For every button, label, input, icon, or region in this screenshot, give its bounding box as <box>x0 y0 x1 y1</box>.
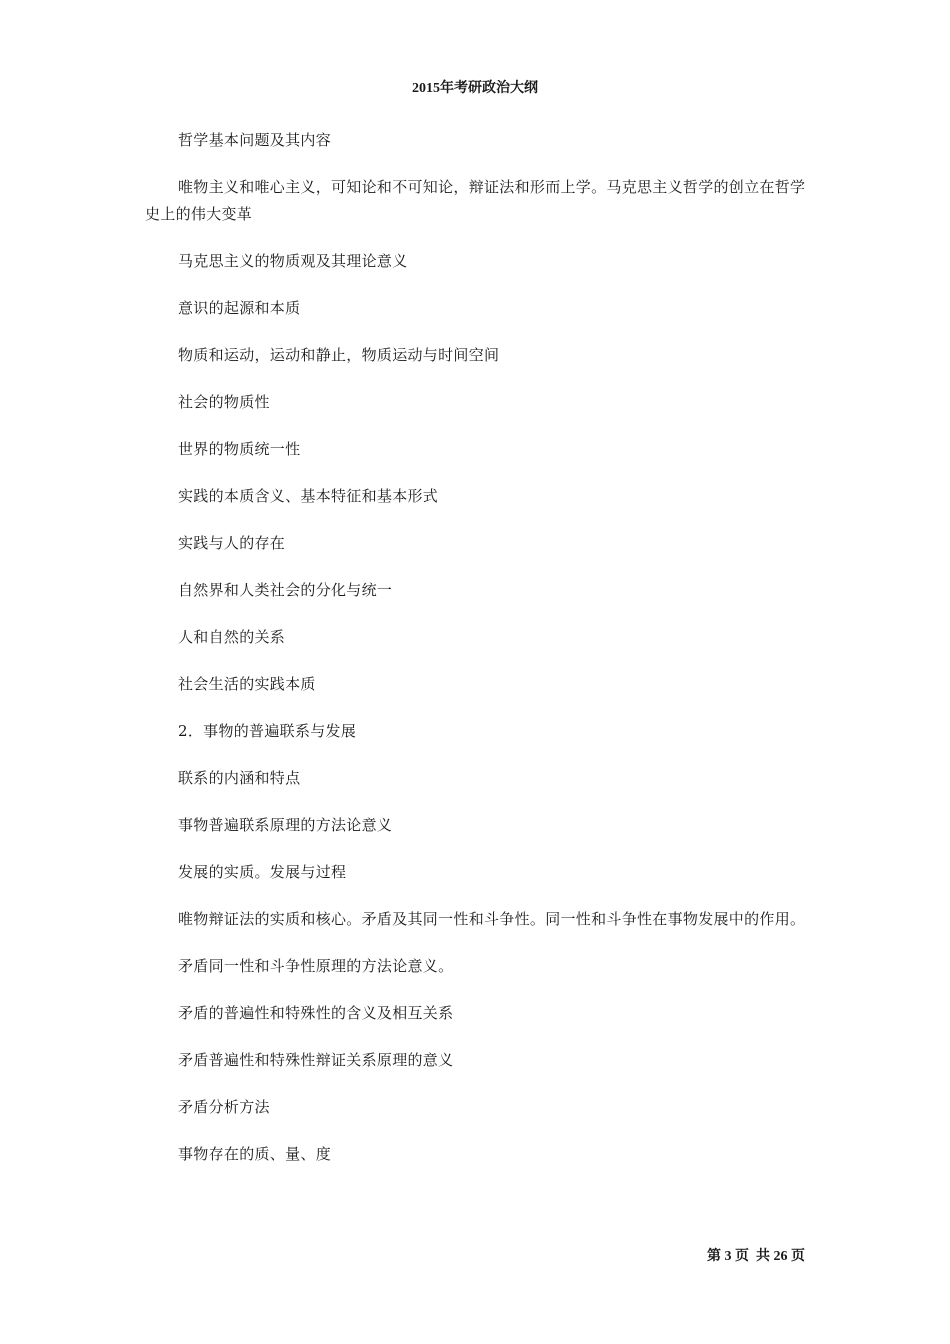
paragraph: 自然界和人类社会的分化与统一 <box>178 581 393 599</box>
total-page-count: 26 <box>773 1249 788 1264</box>
paragraph: 意识的起源和本质 <box>178 299 301 317</box>
paragraph: 事物存在的质、量、度 <box>178 1145 332 1163</box>
paragraph: 世界的物质统一性 <box>178 440 301 458</box>
paragraph: 唯物辩证法的实质和核心。矛盾及其同一性和斗争性。同一性和斗争性在事物发展中的作用。 <box>178 910 806 928</box>
current-page-number: 3 <box>724 1249 732 1264</box>
page-number-footer <box>707 1248 805 1266</box>
paragraph: 发展的实质。发展与过程 <box>178 863 347 881</box>
page-label-mid: 页 共 <box>735 1249 770 1264</box>
paragraph: 唯物主义和唯心主义，可知论和不可知论，辩证法和形而上学。马克思主义哲学的创立在哲学史上的伟大变革 <box>145 178 806 223</box>
paragraph: 矛盾普遍性和特殊性辩证关系原理的意义 <box>178 1051 454 1069</box>
page-title: 2015年考研政治大纲 <box>412 81 538 96</box>
paragraph: 实践的本质含义、基本特征和基本形式 <box>178 487 439 505</box>
paragraph: 马克思主义的物质观及其理论意义 <box>178 252 408 270</box>
paragraph: 事物普遍联系原理的方法论意义 <box>178 816 393 834</box>
paragraph: 矛盾分析方法 <box>178 1098 270 1116</box>
page-label-prefix: 第 <box>707 1249 721 1264</box>
paragraph: 实践与人的存在 <box>178 534 286 552</box>
paragraph: 社会生活的实践本质 <box>178 675 316 693</box>
paragraph: 矛盾同一性和斗争性原理的方法论意义。 <box>178 957 454 975</box>
paragraph: 社会的物质性 <box>178 393 270 411</box>
section-heading: 2．事物的普遍联系与发展 <box>178 722 357 740</box>
document-body <box>145 127 810 1188</box>
paragraph: 哲学基本问题及其内容 <box>178 131 332 149</box>
paragraph: 人和自然的关系 <box>178 628 286 646</box>
paragraph: 物质和运动，运动和静止，物质运动与时间空间 <box>178 346 500 364</box>
paragraph: 矛盾的普遍性和特殊性的含义及相互关系 <box>178 1004 454 1022</box>
page-label-suffix: 页 <box>791 1249 805 1264</box>
paragraph: 联系的内涵和特点 <box>178 769 301 787</box>
